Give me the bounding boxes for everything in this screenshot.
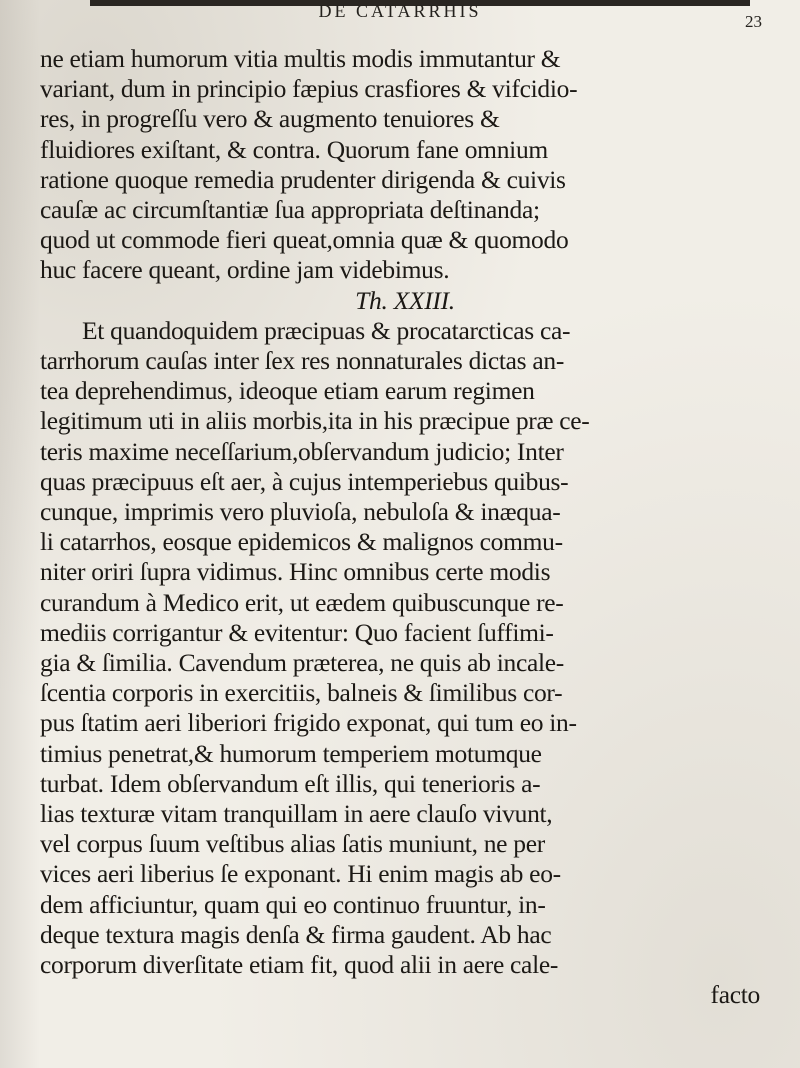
text-line: cunque, imprimis vero pluvioſa, nebuloſa & inæqua- [40,497,561,527]
text-line: cauſæ ac circumſtantiæ ſua appropriata deſtinanda; [40,195,540,225]
text-line: Et quandoquidem præcipuas & procatarcticas ca- [82,315,571,345]
text-line: gia & ſimilia. Cavendum præterea, ne quis ab incale- [40,648,564,678]
text-line: tarrhorum cauſas inter ſex res nonnaturales dictas an- [40,346,565,376]
text-line: fluidiores exiſtant, & contra. Quorum fane omnium [40,134,548,164]
text-line: dem afficiuntur, quam qui eo continuo fruuntur, in- [40,889,546,919]
running-head: DE CATARRHIS [318,1,482,21]
text-line: niter oriri ſupra vidimus. Hinc omnibus certe modis [40,557,551,587]
text-line: vel corpus ſuum veſtibus alias ſatis muniunt, ne per [40,829,545,859]
text-line: variant, dum in principio fæpius crasfiores & vifcidio- [40,74,578,104]
text-line: quas præcipuus eſt aer, à cujus intemperiebus quibus- [40,466,569,496]
text-line: lias texturæ vitam tranquillam in aere clauſo vivunt, [40,799,553,829]
text-line: tea deprehendimus, ideoque etiam earum regimen [40,376,535,406]
text-line: corporum diverſitate etiam fit, quod alii in aere cale- [40,950,559,980]
section-heading: Th. XXIII. [355,285,455,315]
paragraph-continued [40,44,770,286]
text-line: mediis corrigantur & evitentur: Quo facient ſuffimi- [40,617,554,647]
paragraph-thesis [40,316,770,980]
text-line: ratione quoque remedia prudenter dirigenda & cuivis [40,164,566,194]
text-line: deque textura magis denſa & firma gaudent. Ab hac [40,919,552,949]
text-line: legitimum uti in aliis morbis,ita in his præcipue præ ce- [40,406,590,436]
text-line: res, in progreſſu vero & augmento tenuiores & [40,104,500,134]
text-line: ne etiam humorum vitia multis modis immutantur & [40,44,561,73]
text-line: pus ſtatim aeri liberiori frigido exponat, qui tum eo in- [40,708,577,738]
text-line: vices aeri liberius ſe exponant. Hi enim magis ab eo- [40,859,561,889]
text-line: timius penetrat,& humorum temperiem motumque [40,738,542,768]
text-line: li catarrhos, eosque epidemicos & malignos commu- [40,527,563,557]
text-line: ſcentia corporis in exercitiis, balneis & ſimilibus cor- [40,678,563,708]
main-text [40,44,770,1011]
text-line: teris maxime neceſſarium,obſervandum judicio; Inter [40,436,564,466]
text-line: huc facere queant, ordine jam videbimus. [40,255,450,285]
text-line: curandum à Medico erit, ut eædem quibuscunque re- [40,587,564,617]
text-line: turbat. Idem obſervandum eſt illis, qui tenerioris a- [40,768,541,798]
page-number: 23 [745,12,762,31]
catchword: facto [710,980,760,1010]
text-line: quod ut commode fieri queat,omnia quæ & quomodo [40,225,569,255]
